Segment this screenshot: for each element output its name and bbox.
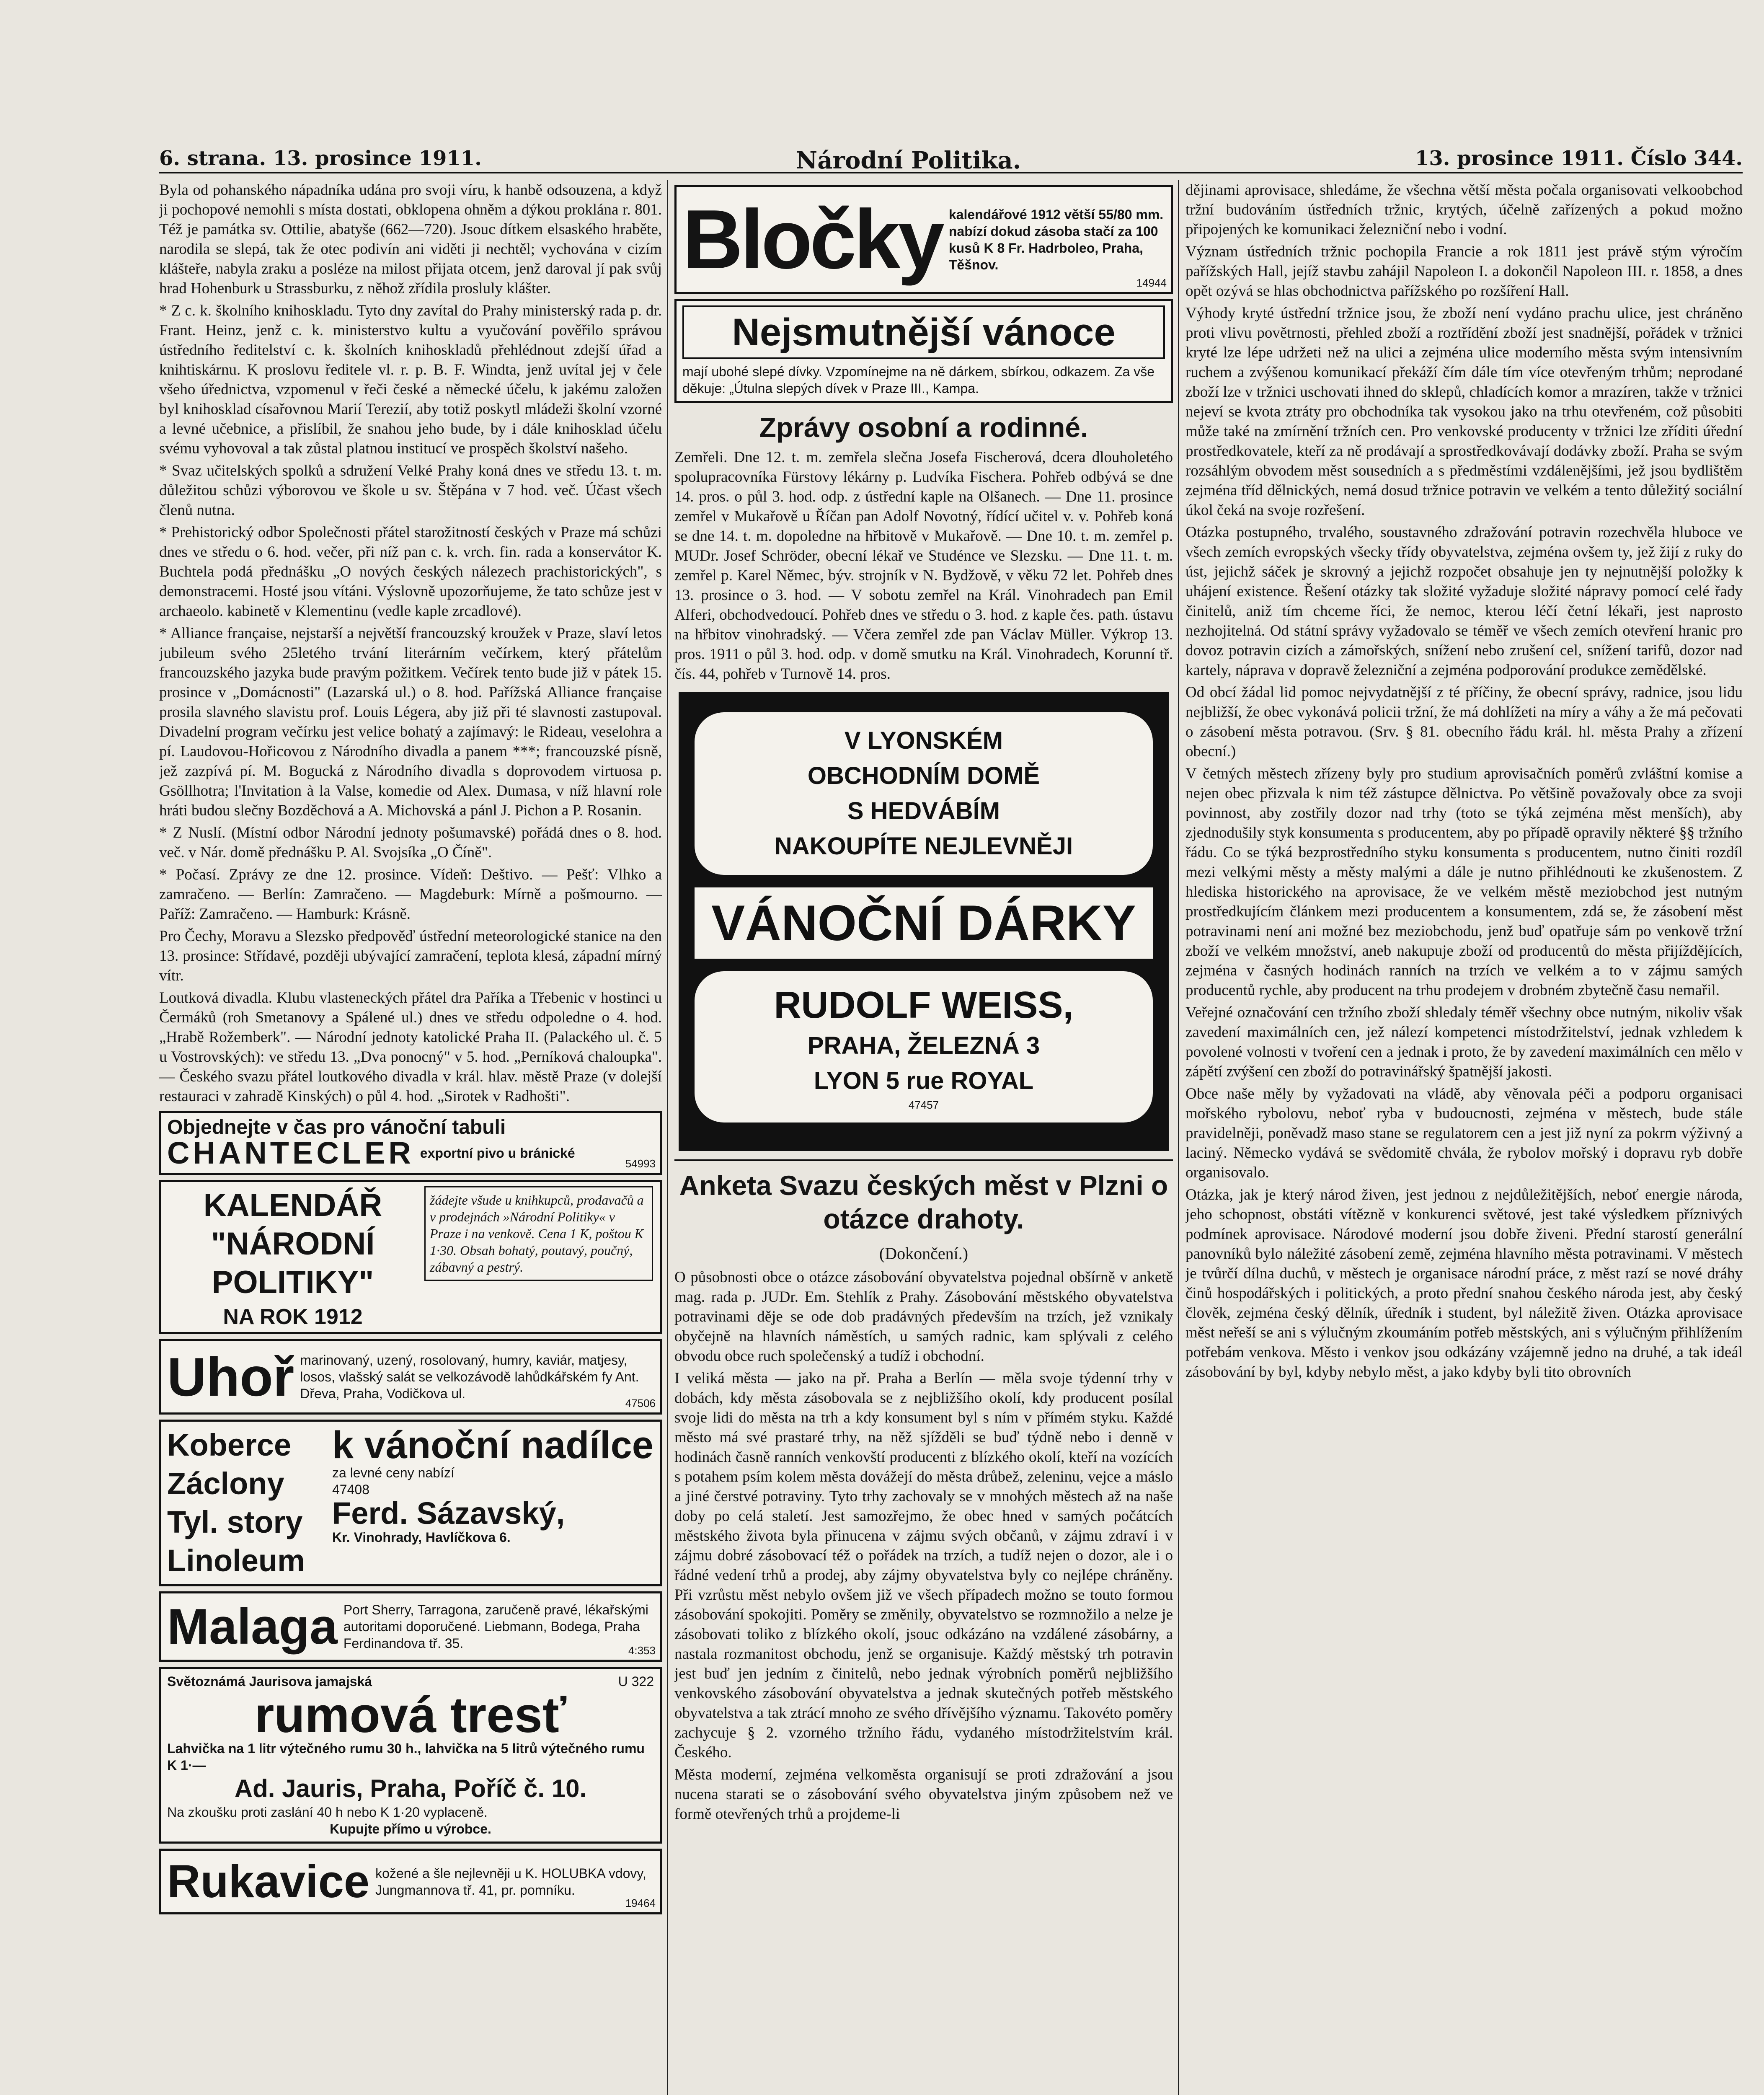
ad-malaga [159,1591,662,1662]
column-right [1185,180,1743,2095]
article-paragraph: * Alliance française, nejstarší a největší francouzský kroužek v Praze, slaví letos jubileum svého 25letého trvání literárním večírkem, který přátelům francouzského jazyka bude pravým požitkem. Večírek tento bude již v pátek 15. prosince v „Domácnosti" (Lazarská ul.) o 8. hod. Pařížská Alliance française prosila slavného slavistu prof. Louis Légera, aby již při té slavnosti zastupoval. Divadelní program večírku jest velice bohatý a zajímavý: le Rideau, veselohra a pí. Laudovou-Hořicovou z Národního divadla a panem ***; francouzské písně, jež zazpívá pí. M. Bogucká z Národního divadla s doprovodem virtuosa p. Gsöllhotra; l'Invitation à la Valse, komedie od Alex. Dumasa, v níž hlavní role hráti budou slečny Bozděchová a A. Michovská a pánl J. Pichon a P. Rosanin. [159,625,662,819]
ad-rum-code: U 322 [618,1674,654,1689]
ad-chantecler [159,1111,662,1175]
article-paragraph: V četných městech zřízeny byly pro studium aprovisačních poměrů zvláštní komise a nejen obec přizvala k nim též zástupce dělnictva. Po většině považovaly obce za svoji povinnost, aby zostřily dozor nad trhy (toto se týká zejména měst menších), aby zjednodušily styk konsumenta s producentem, aby po případě opravily některé §§ tržního řádu. Co se týká bezprostředního styku konsumenta s producentem, nutno činiti rozdíl mezi velkými městy a městy malými a dále je nutno přihlédnouti ke zkušenostem. Z hlediska historického na aprovisace, že ve velkém městě meziobchod jest nutným prostředkujícím článkem mezi producentem a konsumentem, zdá se, že zásobení měst potravinami není ani možné bez meziobchodu, jenž buď opatřuje sám po venkově tržní zboží ve velkém množství, aneb nakupuje zboží od producentů do města přijíždějících, zejména v časných hodinách ranních na trzích ve velkém a to v zájmu samých producentů rychle, aby producent na trhu prodejem v drobném zbytečně času nemařil. [1185,765,1743,999]
column-rule-2 [1178,180,1179,2095]
divider [674,1159,1173,1161]
ad-vanoce-title: Nejsmutnější vánoce [682,305,1165,359]
column-middle [674,180,1173,2095]
ad-number: 47408 [332,1482,369,1497]
ad-uhor [159,1339,662,1415]
ad-kob-left: Koberce Záclony Tyl. story Linoleum [167,1428,305,1578]
ad-kob-addr: Kr. Vinohrady, Havlíčkova 6. [332,1530,511,1545]
ad-chant-name: CHANTECLER [167,1135,414,1170]
ad-rumova-trest [159,1667,662,1844]
ad-rum-addr: Ad. Jauris, Praha, Poříč č. 10. [234,1774,587,1803]
ad-uhor-name: Uhoř [167,1346,294,1407]
page-header [159,147,1743,173]
article-paragraph: Města moderní, zejména velkoměsta organisují se proti zdražování a jsou nucena starati se o zásobování svého obyvatelstva jiným způsobem než ve formě otevřených trhů a projdeme-li [674,1766,1173,1823]
ad-rum-name: rumová tresť [254,1687,567,1743]
ad-line: LYON 5 rue ROYAL [814,1067,1034,1094]
ad-line: VÁNOČNÍ DÁRKY [711,895,1136,951]
article-paragraph: Od obcí žádal lid pomoc nejvydatnější z té příčiny, že obecní správy, radnice, jsou lidu nejbližší, že obec vykonává policii tržní, že má dohlížeti na míry a váhy a že má pečovati o zásobení města potravou. (Srv. § 81. obecního řádu král. hl. města Prahy a zřízení obecní.) [1185,684,1743,760]
article-paragraph: O působnosti obce o otázce zásobování obyvatelstva pojednal obšírně v anketě mag. rada p. JUDr. Em. Stehlík z Prahy. Zásobování městského obyvatelstva potravinami děje se ode dob pradávných především na trzích, jež vznikaly obyčejně na hlavních náměstích, u samých radnic, kam splývali z celého obvodu obce ruch společenský a tudíž i obchodní. [674,1269,1173,1365]
ad-lyonsky-dum [679,692,1169,1151]
masthead: Národní Politika. [796,147,1021,174]
ad-kal-title: KALENDÁŘ "NÁRODNÍ POLITIKY" [203,1187,382,1300]
article-paragraph: Obce naše měly by vyžadovati na vládě, aby věnovala péči a podporu organisaci mořského rybolovu, neboť ryba v budoucnosti, zejména v městech, bude stále pravidelněji, poněvadž maso stane se regulatorem cen a jest již nyní za pokrm výživný a laciný. Německo vydává se svědomitě chvála, že rybolov mořský i dopravu ryb dobře organisovalo. [1185,1085,1743,1181]
ad-nejsmutnejsi-vanoce [674,299,1173,403]
section-subheading: (Dokončení.) [879,1244,969,1263]
ad-kob-name: Ferd. Sázavský, [332,1496,565,1531]
ad-vanoce-text: mají ubohé slepé dívky. Vzpomínejme na ně dárkem, sbírkou, odkazem. Za vše děkuje: „Útulna slepých dívek v Praze III., Kampa. [682,364,1155,396]
article-paragraph: Význam ústředních tržnic pochopila Francie a rok 1811 jest právě stým výročím pařížských Hall, jejíž stavbu zahájil Napoleon I. a dokončil Napoleon III. r. 1858, a dnes opět ozývá se hlas obchodnictva pařížského po rozšíření Hall. [1185,243,1743,300]
ad-blocky-word: Bločky [682,193,942,286]
article-paragraph: Pro Čechy, Moravu a Slezsko předpověď ústřední meteorologické stanice na den 13. prosince: Střídavé, později ubývající zamračení, teplota klesá, západní mírný vítr. [159,928,662,984]
ad-rum-line3: Kupujte přímo u výrobce. [330,1821,491,1836]
ad-number: 47506 [625,1397,656,1410]
article-paragraph: Loutková divadla. Klubu vlasteneckých přátel dra Paříka a Třebenic v hostinci u Čermáků (roh Smetanovy a Spálené ul.) dnes ve středu odpoledne o 4. hod. „Hrabě Rožemberk". — Národní jednoty katolické Praha II. (Palackého ul. č. 5 u Vostrovských): ve středu 13. „Dva ponocný" v 5. hod. „Perníková chaloupka". — Českého svazu přátel loutkového divadla v král. hlav. městě Praze (v dolejší restauraci v zahradě Kinských) o půl 4. hod. „Sirotek v Radhošti". [159,989,662,1105]
article-paragraph: Veřejné označování cen tržního zboží shledaly téměř všechny obce nutným, nikoliv však zavedení maximálních cen, jež nálezí kompetenci místodržitelství, jednak vzhledem k povolené volnosti v tvoření cen a jednak i proto, že by zavedení maximálních cen mělo v zápětí zvýšení cen zboží do potravinářský špatnější jakosti. [1185,1004,1743,1080]
ad-number: 4:353 [628,1644,656,1657]
ad-rum-line2: Na zkoušku proti zaslání 40 h nebo K 1·20 vyplaceně. [167,1805,488,1820]
article-paragraph: Otázka postupného, trvalého, soustavného zdražování potravin rozechvěla hluboce ve všech zemích evropských všecky třídy obyvatelstva, zejména ovšem ty, jež žijí z ruky do úst, jejichž sáček je skrovný a jejichž rozpočet obsahuje jen ty nejnutnější položky k uhájení existence. Řešení otázky tak složité vyžaduje složité nápravy pomocí celé řady činitelů, aniž tím chceme říci, že nemoc, kterou léčí četní lékaři, jest naprosto nezhojitelná. Od státní správy vyžadovalo se téměř ve všech zemích otevření hranic pro dovoz potravin cizích a zámořských, snížení nebo zrušení cel, snížení tarifů, dozor nad kartely, náprava v dopravě železniční a zejména podporování produkce zemědělské. [1185,524,1743,679]
ad-number: 19464 [625,1897,656,1909]
section-heading: Zprávy osobní a rodinné. [759,412,1088,443]
article-paragraph: I veliká města — jako na př. Praha a Berlín — měla svoje týdenní trhy v dobách, kdy města zásobovala se z nejbližšího okolí, kdy producent posílal svoje lidi do města na trh a kdy konsument byl s ním v přímém styku. Každé město má své prastaré trhy, na něž sjížděli se buď týdně nebo i denně v hodinách časně ranních venkovští producenti z blízkého okolí, kteří na vozících s potahem psím kolem města dovážejí do města drůbež, zeleninu, vejce a máslo a jiné čerstvé potraviny. Tyto trhy zachovaly se v mnohých městech až na naše doby po celá staletí. Jest samozřejmo, že obec hned v samých počátcích městského života byla přinucena v zájmu svých občanů, v zájmu zdraví i v zájmu dobré zásobovací též o pořádek na trzích, a tudíž nejen o dozor, ale i o řádné vedení trhů a prodej, aby zájmy obyvatelstva byly co nejlépe chráněny. Při vzrůstu měst nebylo ovšem již ve všech případech možno se touto formou zásobování spokojiti. Poměry se změnily, obyvatelstvo se rozmnožilo a nelze je zásobovati toliko z blízkého okolí, jsouc odkázáno na vzdálené zásobárny, a nastala rozmanitost obchodu, jenž se organisuje. Každý městský trh potravin jest buď jen jedním z činitelů, nebo jednak výrobních poměrů nejbližšího venkovského zásobování obyvatelstva a jednak skutečných potřeb městského obyvatelstva a tak ztrácí mnoho ze svého dřívějšího významu. Takovéto poměry zachycuje § 2. vzorného tržního řádu, vydaného místodržitelstvím král. Českého. [674,1370,1173,1761]
ad-kal-text: žádejte všude u knihkupců, prodavačů a v prodejnách »Národní Politiky« v Praze i na venkově. Cena 1 K, poštou K 1·30. Obsah bohatý, poutavý, poučný, zábavný a pestrý. [424,1186,653,1281]
ad-blocky [674,185,1173,294]
ad-line: RUDOLF WEISS, [774,984,1074,1026]
article-paragraph: * Počasí. Zprávy ze dne 12. prosince. Vídeň: Deštivo. — Pešť: Vlhko a zamračeno. — Berlín: Zamračeno. — Magdeburk: Mírně a pošmourno. — Paříž: Zamračeno. — Hamburk: Krásně. [159,866,662,923]
ad-number: 54993 [625,1157,656,1170]
ad-blocky-text: kalendářové 1912 větší 55/80 mm. nabízí dokud zásoba stačí za 100 kusů K 8 Fr. Hadrboleo, Praha, Těšnov. [948,207,1164,272]
ad-mal-text: Port Sherry, Tarragona, zaručeně pravé, lékařskými autoritami doporučené. Liebmann, Bodega, Praha Ferdinandova tř. 35. [343,1602,648,1651]
ad-rum-top: Světoznámá Jaurisova jamajská [167,1674,372,1689]
ad-chant-side: exportní pivo u bránické [420,1146,575,1161]
article-paragraph: * Prehistorický odbor Společnosti přátel starožitností českých v Praze má schůzi dnes ve středu o 6. hod. večer, při níž pan c. k. vrch. fin. rada a konservátor K. Buchtela podá přednášku „O nových českých nálezech prachistorických", s demonstracemi. Hosté jsou vítáni. Výslovně upozorňujeme, že tato schůze jest v archaeolo. kabinetě v Klementinu (vedle kaple zrcadlové). [159,524,662,620]
ad-kalendar [159,1180,662,1334]
ad-koberce [159,1420,662,1586]
article-paragraph: * Z c. k. školního knihoskladu. Tyto dny zavítal do Prahy ministerský rada p. dr. Frant. Heinz, jenž c. k. ministerstvo kultu a vyučování pověřilo správou ústředního ředitelství c. k. školních knihoskladů přehlédnout zdejší úřad a knihtiskárnu. K proslovu ředitele vl. r. p. B. F. Windta, jenž uvítal jej v čele všeho úřednictva, vzpomenul v řeči české a německé účelu, k jakému založen byl knihosklad císařovnou Marií Terezií, aby totiž poskytl mládeži školní vzorné a levné učebnice, a přislíbil, že snahou jeho bude, by i dále knihosklad účelu svému vyhovoval a tak zůstal platnou institucí ve prospěch školství našeho. [159,302,662,457]
ad-number: 47457 [908,1099,939,1111]
ad-rum-line1: Lahvička na 1 litr výtečného rumu 30 h., lahvička na 5 litrů výtečného rumu K 1·— [167,1741,645,1773]
ad-line: PRAHA, ŽELEZNÁ 3 [807,1032,1040,1059]
article-paragraph: Byla od pohanského nápadníka udána pro svoji víru, k hanbě odsouzena, a když ji pochopové nemohli s místa dostati, obklopena ohněm a dýkou proklána r. 801. Též je památka sv. Ottilie, abatyše (662—720). Jsouc dítkem elsaského hraběte, narodila se slepá, tak že otec podivín ani viděti ji nechtěl; vychována v cizím klášteře, nabyla zraku a posléze na milost přijata otcem, jenž daroval jí pak svůj hrad Hohenburk u Strassburku, z něhož zřídila prosluly klášter. [159,181,662,297]
ad-kob-big: k vánoční nadílce [332,1424,653,1466]
article-paragraph: Otázka, jak je který národ živen, jest jednou z nejdůležitějších, neboť energie národa, jeho schopnost, obstáti vítězně v konkurenci světové, jest také výsledkem příznivých podmínek aprovisace. Národové moderní jsou dobře živeni. Přední starostí generální panovníků bylo náležité zásobení země, zejména hlavního města potravinami. V městech je tvůrčí dílna duchů, v městech je organisace národní práce, z měst razí se nové dráhy činů hospodářských i politických, a proto přední snahou českého národa jest, aby český člověk, zejména český dělník, úředník i student, byl náležitě živen. Otázka aprovisace měst neřeší se ani s výlučným zkoumáním potřeb městských, ani s výlučným přihlížením potřebám venkova. Město i venkov jsou odkázány vzájemně jedno na druhé, a tak ideál zásobování by byl, kdyby nebylo měst, a jako kdyby byli tito obrovních [1185,1186,1743,1381]
section-heading: Anketa Svazu českých měst v Plzni o otázce drahoty. [679,1170,1168,1234]
ad-kob-small: za levné ceny nabízí [332,1465,455,1480]
ad-line: OBCHODNÍM DOMĚ [807,762,1040,789]
ad-ruk-text: kožené a šle nejlevněji u K. HOLUBKA vdovy, Jungmannova tř. 41, pr. pomníku. [375,1865,646,1898]
article-paragraph: * Svaz učitelských spolků a sdružení Velké Prahy koná dnes ve středu 13. t. m. důležitou schůzi výborovou ve škole u sv. Štěpána v 7 hod. več. Účast všech členů nutna. [159,462,662,519]
article-paragraph: Zemřeli. Dne 12. t. m. zemřela slečna Josefa Fischerová, dcera dlouholetého spolupracovníka Fürstovy lékárny p. Ludvíka Fischera. Pohřeb odbývá se dne 14. pros. o půl 3. hod. odp. z ústřední kaple na Olšanech. — Dne 11. prosince zemřel v Mukařově u Říčan pan Adolf Novotný, řídící učitel v. v. Pohřeb koná se dne 14. t. m. dopoledne na hřbitově v Mukařově. — Dne 10. t. m. zemřel p. MUDr. Josef Schröder, obecní lékař ve Studénce ve Slezsku. — Dne 11. t. m. zemřel p. Karel Němec, býv. strojník v N. Bydžově, v věku 72 let. Pohřeb dnes 13. prosince o 3. hod. — V sobotu zemřel na Král. Vinohradech pan Emil Alferi, obchodvedoucí. Pohřeb dnes ve středu o 3. hod. z kaple čes. path. ústavu na hřbitov vinohradský. — Včera zemřel zde pan Václav Müller. Výkrop 13. pros. 1911 o půl 3. hod. odp. v domě smutku na Král. Vinohradech, Korunní tř. čís. 44, pohřeb v Turnově 14. pros. [674,449,1173,683]
header-right: 13. prosince 1911. Číslo 344. [1415,147,1743,170]
article-paragraph: Výhody kryté ústřední tržnice jsou, že zboží není vydáno prachu ulice, jest chráněno proti vlivu povětrnosti, přehled zboží a roztřídění zboží jest snadnější, pořádek v tržnici kryté lze lépe udržeti než na ulici a zejména ulice moderního města svým intensivním ruchem a zvýšenou komunikací překáží čím dále tím více otevřeným trhům; neprodané zboží lze v tržnici uschovati ihned do sklepů, chladících komor a mrazíren, takže v tržnici nejeví se kvota ztráty pro obchodníka tak vysokou jako na trhu otevřeném, což působiti může také na zmírnění tržních cen. Pro venkovské producenty v tržnici lze zříditi úřední prostředkovatele, kteří za ně prodávají a sprostředkovávají dodávky zboží. Praha se svým rozsáhlým obvodem měst sousedních a s předměstími vzdálenějšími, jež jsou bydlištěm zejména tříd dělnických, nemá dosud tržnice potravin ve velkém a tento důležitý sociální úkol čeká na svoje rozřešení. [1185,305,1743,519]
header-left: 6. strana. 13. prosince 1911. [159,147,482,170]
ad-line: NAKOUPÍTE NEJLEVNĚJI [774,833,1073,860]
ad-ruk-name: Rukavice [167,1856,370,1907]
ad-kal-year: NA ROK 1912 [223,1305,363,1329]
article-paragraph: dějinami aprovisace, shledáme, že všechna větší města počala organisovati velkoobchod tržní budováním ústředních tržnic, krytých, účelně zařízených a pokud možno připojených ke komunikaci železniční nebo i vodní. [1185,181,1743,238]
article-paragraph: * Z Nuslí. (Místní odbor Národní jednoty pošumavské) pořádá dnes o 8. hod. več. v Nár. domě přednášku P. Al. Svojsíka „O Číně". [159,824,662,861]
ad-number: 14944 [1136,277,1167,289]
column-left [159,180,662,2095]
column-rule-1 [667,180,668,2095]
ad-uhor-text: marinovaný, uzený, rosolovaný, humry, kaviár, matjesy, losos, vlašský salát se velkozávodě lahůdkářském fy Ant. Dřeva, Praha, Vodičkova ul. [300,1353,639,1401]
ad-rukavice [159,1849,662,1914]
ad-line: V LYONSKÉM [844,727,1003,754]
ad-chant-top: Objednejte v čas pro vánoční tabuli [167,1116,506,1138]
ad-mal-name: Malaga [167,1598,338,1655]
ad-line: S HEDVÁBÍM [847,797,1000,825]
